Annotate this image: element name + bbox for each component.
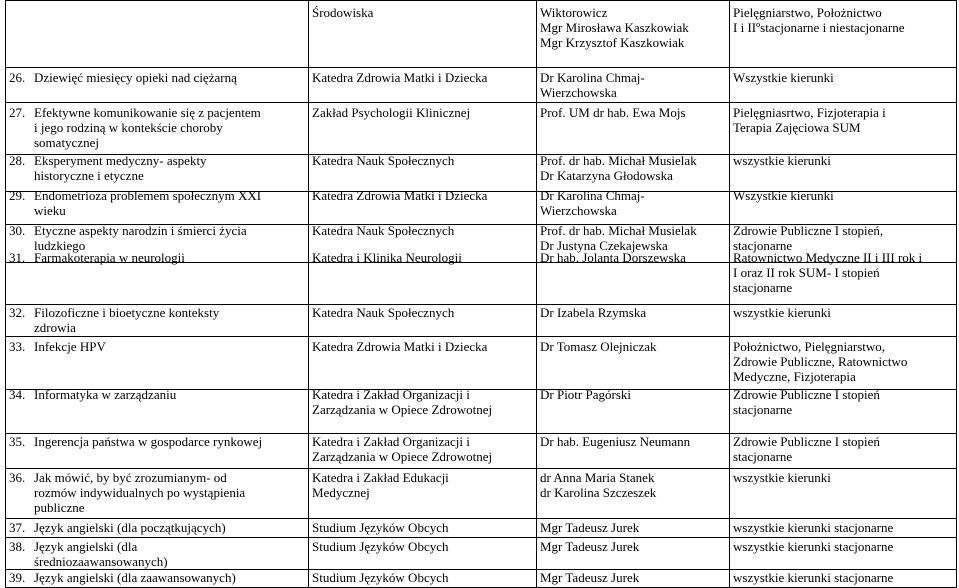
course-title: Etyczne aspekty narodzin i śmierci życia [34, 223, 247, 238]
course-teacher: dr Karolina Szczeszek [540, 485, 657, 500]
row-number: 26. [9, 70, 26, 85]
course-title: historyczne i etyczne [34, 168, 144, 183]
course-title: Filozoficzne i bioetyczne konteksty [34, 305, 220, 320]
column-border [536, 0, 537, 588]
row-number: 33. [9, 339, 26, 354]
course-title: zdrowia [34, 320, 76, 335]
course-unit: Zakład Psychologii Klinicznej [312, 105, 471, 120]
row-number: 36. [9, 470, 26, 485]
course-audience: stacjonarne [733, 238, 793, 253]
course-title: średniozaawansowanych) [34, 554, 168, 569]
course-teacher: Prof. UM dr hab. Ewa Mojs [540, 105, 686, 120]
row-number: 35. [9, 434, 26, 449]
course-teacher: Prof. dr hab. Michał Musielak [540, 153, 697, 168]
course-unit: Katedra Nauk Społecznych [312, 153, 455, 168]
header-cell-teacher: Mgr Mirosława Kaszkowiak [540, 20, 689, 35]
course-unit: Medycznej [312, 485, 370, 500]
course-audience: Zdrowie Publiczne, Ratownictwo [733, 354, 908, 369]
course-audience: Zdrowie Publiczne I stopień [733, 387, 880, 402]
course-teacher: Dr Izabela Rzymska [540, 305, 647, 320]
course-audience: Terapia Zajęciowa SUM [733, 120, 861, 135]
course-teacher: Dr Justyna Czekajewska [540, 238, 668, 253]
header-cell-audience: I i IIºstacjonarne i niestacjonarne [733, 20, 905, 35]
course-title: Endometrioza problemem społecznym XXI [34, 188, 262, 203]
course-unit: Katedra Zdrowia Matki i Dziecka [312, 188, 488, 203]
course-title: somatycznej [34, 135, 99, 150]
row-number: 39. [9, 570, 26, 585]
course-audience: stacjonarne [733, 449, 793, 464]
course-unit: Katedra i Zakład Organizacji i [312, 434, 470, 449]
course-unit: Studium Języków Obcych [312, 539, 449, 554]
course-title: i jego rodziną w kontekście choroby [34, 120, 223, 135]
header-cell-teacher: Wiktorowicz [540, 5, 608, 20]
course-teacher: Dr Karolina Chmaj- [540, 188, 645, 203]
course-unit: Katedra Nauk Społecznych [312, 305, 455, 320]
course-teacher: dr Anna Maria Stanek [540, 470, 655, 485]
row-number: 27. [9, 105, 26, 120]
course-audience: stacjonarne [733, 280, 793, 295]
course-title: Ingerencja państwa w gospodarce rynkowej [34, 434, 263, 449]
course-title: Jak mówić, by być zrozumianym- od [34, 470, 227, 485]
course-teacher: Dr Katarzyna Głodowska [540, 168, 673, 183]
course-unit: Katedra i Zakład Organizacji i [312, 387, 470, 402]
course-teacher: Mgr Tadeusz Jurek [540, 539, 640, 554]
course-title: publiczne [34, 500, 85, 515]
course-title: Efektywne komunikowanie się z pacjentem [34, 105, 261, 120]
course-audience: I oraz II rok SUM- I stopień [733, 265, 880, 280]
course-title: Dziewięć miesięcy opieki nad ciężarną [34, 70, 237, 85]
course-title: Eksperyment medyczny- aspekty [34, 153, 207, 168]
course-unit: Studium Języków Obcych [312, 520, 449, 535]
course-audience: wszystkie kierunki [733, 305, 831, 320]
row-number: 34. [9, 387, 26, 402]
course-unit: Zarządzania w Opiece Zdrowotnej [312, 402, 493, 417]
course-teacher: Dr Karolina Chmaj- [540, 70, 645, 85]
course-audience: Zdrowie Publiczne I stopień, [733, 223, 884, 238]
course-audience: wszystkie kierunki stacjonarne [733, 539, 894, 554]
row-border [5, 0, 957, 1]
course-teacher: Mgr Tadeusz Jurek [540, 520, 640, 535]
course-audience: wszystkie kierunki [733, 153, 831, 168]
row-number: 28. [9, 153, 26, 168]
row-border [5, 518, 957, 519]
row-number: 29. [9, 188, 26, 203]
course-title: ludzkiego [34, 238, 86, 253]
header-cell-teacher: Mgr Krzysztof Kaszkowiak [540, 35, 685, 50]
course-title: rozmów indywidualnych po wystąpienia [34, 485, 246, 500]
course-title: Język angielski (dla [34, 539, 138, 554]
row-border [5, 67, 957, 68]
row-number: 32. [9, 305, 26, 320]
column-border [308, 0, 309, 588]
course-title: Informatyka w zarządzaniu [34, 387, 177, 402]
course-audience: Wszystkie kierunki [733, 188, 834, 203]
course-title: Farmakoterapia w neurologii [34, 250, 185, 265]
course-audience: wszystkie kierunki [733, 470, 831, 485]
row-number: 37. [9, 520, 26, 535]
course-teacher: Dr hab. Jolanta Dorszewska [540, 250, 686, 265]
course-unit: Katedra Zdrowia Matki i Dziecka [312, 70, 488, 85]
course-audience: Medyczne, Fizjoterapia [733, 369, 856, 384]
course-teacher: Wierzchowska [540, 85, 617, 100]
course-unit: Katedra Nauk Społecznych [312, 223, 455, 238]
course-teacher: Wierzchowska [540, 203, 617, 218]
course-audience: Pielęgniasrtwo, Fizjoterapia i [733, 105, 886, 120]
course-unit: Katedra i Zakład Edukacji [312, 470, 449, 485]
row-number: 31. [9, 250, 26, 265]
row-number: 38. [9, 539, 26, 554]
row-border [5, 336, 957, 337]
row-number: 30. [9, 223, 26, 238]
column-border [5, 0, 6, 588]
course-unit: Studium Języków Obcych [312, 570, 449, 585]
course-audience: wszystkie kierunki stacjonarne [733, 570, 894, 585]
course-teacher: Prof. dr hab. Michał Musielak [540, 223, 697, 238]
course-teacher: Mgr Tadeusz Jurek [540, 570, 640, 585]
course-unit: Katedra i Klinika Neurologii [312, 250, 462, 265]
course-teacher: Dr hab. Eugeniusz Neumann [540, 434, 691, 449]
header-cell-audience: Pielęgniarstwo, Położnictwo [733, 5, 882, 20]
course-audience: Ratownictwo Medyczne II i III rok i [733, 250, 923, 265]
column-border [956, 0, 957, 588]
course-unit: Katedra Zdrowia Matki i Dziecka [312, 339, 488, 354]
course-title: Język angielski (dla zaawansowanych) [34, 570, 236, 585]
row-border [5, 102, 957, 103]
course-title: wieku [34, 203, 66, 218]
course-audience: Wszystkie kierunki [733, 70, 834, 85]
course-title: Język angielski (dla początkujących) [34, 520, 226, 535]
header-cell-environment: Środowiska [312, 5, 374, 20]
course-teacher: Dr Piotr Pagórski [540, 387, 631, 402]
column-border [729, 0, 730, 588]
course-audience: Położnictwo, Pielęgniarstwo, [733, 339, 886, 354]
course-unit: Zarządzania w Opiece Zdrowotnej [312, 449, 493, 464]
row-border [5, 537, 957, 538]
course-audience: stacjonarne [733, 402, 793, 417]
course-audience: Zdrowie Publiczne I stopień [733, 434, 880, 449]
row-border [5, 468, 957, 469]
course-title: Infekcje HPV [34, 339, 106, 354]
course-teacher: Dr Tomasz Olejniczak [540, 339, 657, 354]
course-audience: wszystkie kierunki stacjonarne [733, 520, 894, 535]
